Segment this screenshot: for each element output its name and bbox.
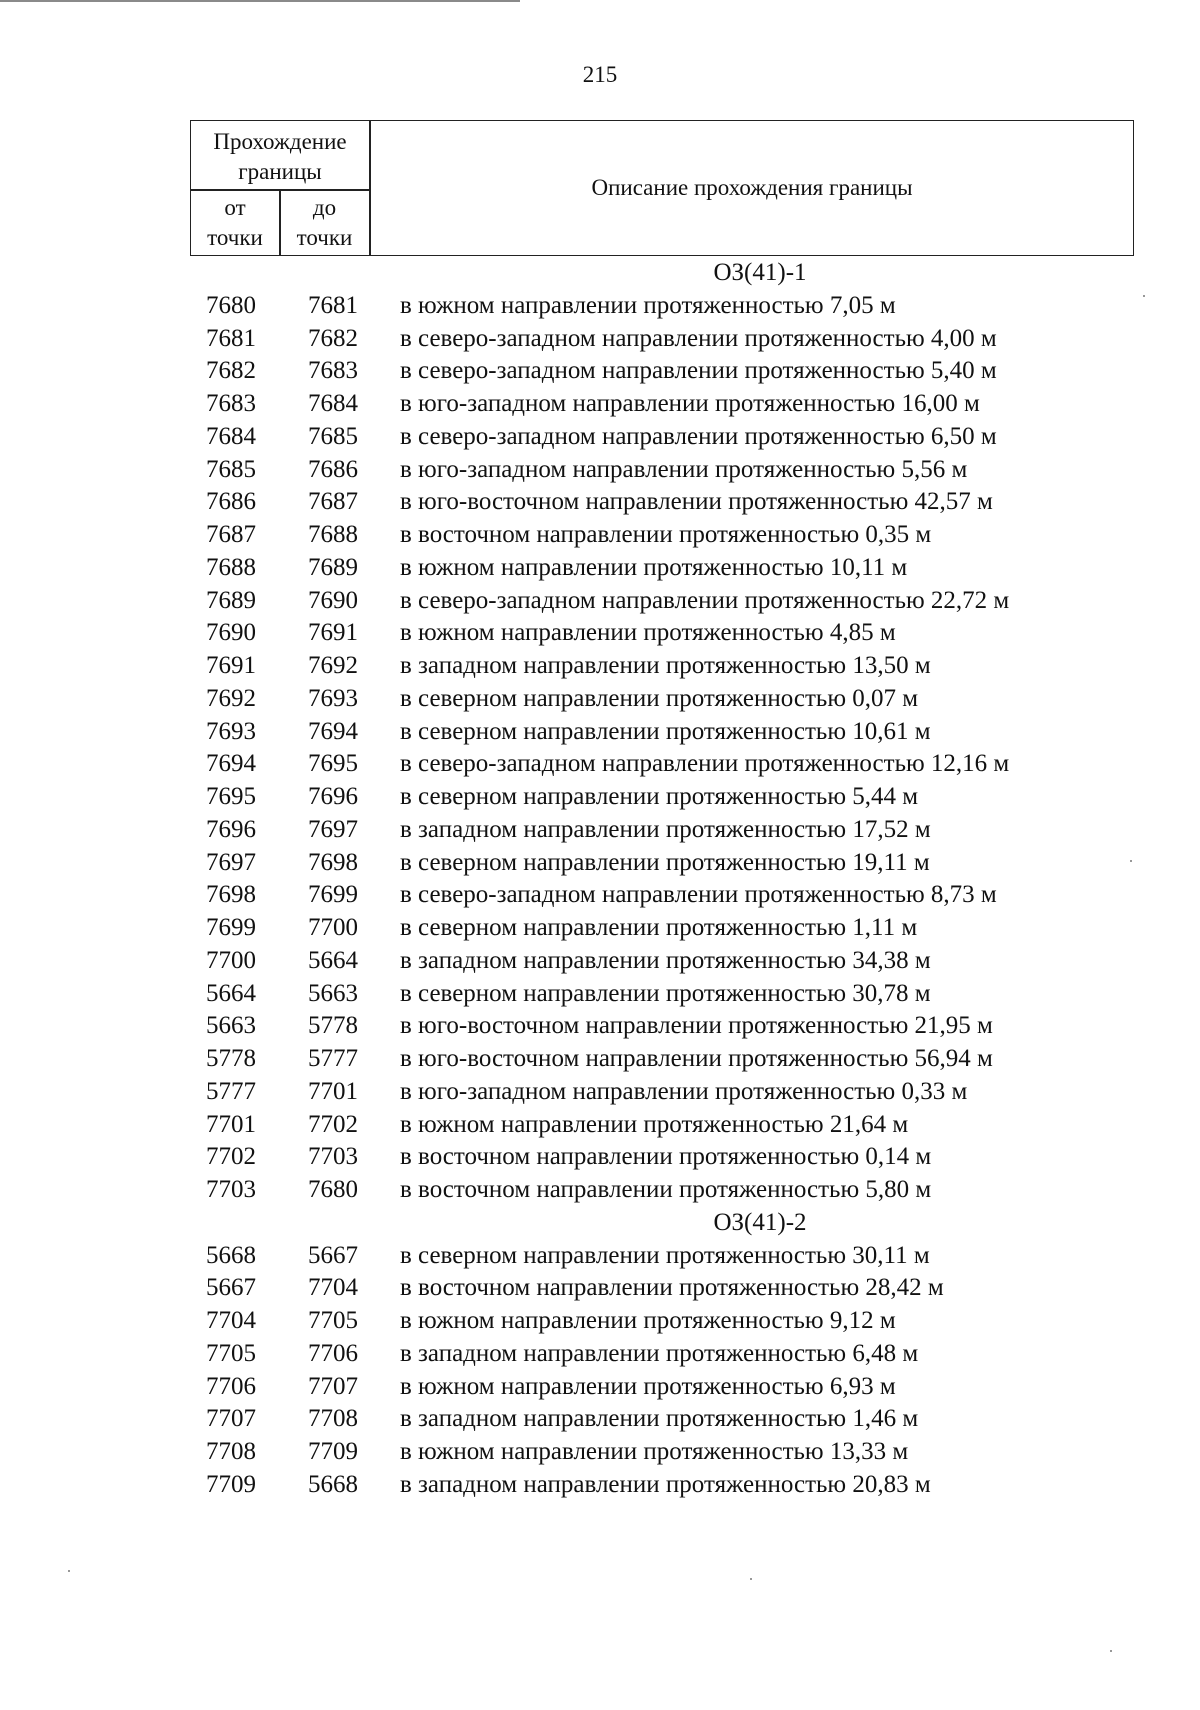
header-to-line1: до	[312, 195, 337, 220]
boundary-description: в юго-западном направлении протяженностью 5,56 м	[400, 455, 968, 483]
point-from: 7709	[206, 1470, 256, 1498]
boundary-description: в северо-западном направлении протяженностью 22,72 м	[400, 586, 1010, 614]
boundary-description: в западном направлении протяженностью 17,52 м	[400, 815, 931, 843]
point-to: 7699	[308, 881, 358, 909]
table-row	[0, 978, 1200, 1010]
point-to: 7683	[308, 357, 358, 385]
table-row	[0, 323, 1200, 355]
point-to: 7701	[308, 1077, 358, 1105]
point-to: 7688	[308, 521, 358, 548]
boundary-description: в северо-западном направлении протяженностью 6,50 м	[400, 422, 997, 450]
table-header	[190, 120, 1134, 256]
boundary-description: в юго-восточном направлении протяженностью 21,95 м	[400, 1012, 993, 1040]
boundary-description: в южном направлении протяженностью 4,85 м	[400, 619, 896, 647]
boundary-description: в южном направлении протяженностью 6,93 м	[400, 1372, 896, 1400]
point-to: 7680	[308, 1176, 358, 1203]
boundary-description: в восточном направлении протяженностью 5,80 м	[400, 1176, 932, 1203]
point-to: 7706	[308, 1339, 358, 1367]
boundary-description: в южном направлении протяженностью 7,05 м	[400, 291, 896, 319]
table-row	[0, 1305, 1200, 1337]
boundary-description: в северном направлении протяженностью 10,61 м	[400, 717, 931, 745]
table-row	[0, 716, 1200, 748]
point-from: 7707	[206, 1405, 256, 1433]
point-from: 7696	[206, 815, 256, 843]
point-to: 7708	[308, 1405, 358, 1433]
boundary-description: в восточном направлении протяженностью 0,14 м	[400, 1143, 932, 1171]
table-row	[0, 1338, 1200, 1370]
point-to: 7700	[308, 914, 358, 941]
table-row	[0, 1403, 1200, 1435]
point-from: 7695	[206, 783, 256, 810]
header-passage-line2: границы	[238, 159, 322, 184]
point-from: 7699	[206, 914, 256, 941]
point-from: 7697	[206, 848, 256, 876]
point-from: 7692	[206, 684, 256, 712]
point-from: 7688	[206, 553, 256, 581]
point-to: 7705	[308, 1307, 358, 1334]
point-to: 7690	[308, 586, 358, 614]
point-to: 7702	[308, 1110, 358, 1138]
point-from: 7700	[206, 946, 256, 974]
point-to: 5668	[308, 1470, 358, 1498]
table-row	[0, 388, 1200, 420]
table-row	[0, 1272, 1200, 1304]
point-to: 7681	[308, 291, 358, 319]
table-row	[0, 748, 1200, 780]
scan-edge-line	[0, 0, 520, 2]
boundary-description: в северном направлении протяженностью 30,11 м	[400, 1241, 930, 1269]
table-row	[0, 519, 1200, 551]
boundary-description: в восточном направлении протяженностью 0,35 м	[400, 521, 932, 548]
table-row	[0, 421, 1200, 453]
point-from: 7702	[206, 1143, 256, 1171]
table-row	[0, 912, 1200, 944]
point-from: 5664	[206, 979, 256, 1007]
point-from: 5663	[206, 1012, 256, 1040]
point-from: 7685	[206, 455, 256, 483]
table-row	[0, 1371, 1200, 1403]
point-to: 5667	[308, 1241, 358, 1269]
point-from: 5777	[206, 1077, 256, 1105]
boundary-description: в южном направлении протяженностью 13,33 м	[400, 1438, 909, 1465]
point-from: 7703	[206, 1176, 256, 1203]
table-row	[0, 1109, 1200, 1141]
point-to: 7693	[308, 684, 358, 712]
point-from: 7693	[206, 717, 256, 745]
boundary-description: в северном направлении протяженностью 19,11 м	[400, 848, 930, 876]
table-row	[0, 945, 1200, 977]
point-from: 7689	[206, 586, 256, 614]
point-to: 7684	[308, 390, 358, 417]
page-number: 215	[582, 62, 618, 87]
point-from: 7681	[206, 324, 256, 352]
point-to: 7709	[308, 1438, 358, 1465]
point-from: 7691	[206, 652, 256, 679]
table-row	[0, 879, 1200, 911]
point-from: 5667	[206, 1274, 256, 1302]
boundary-description: в северо-западном направлении протяженностью 5,40 м	[400, 357, 997, 385]
boundary-description: в юго-восточном направлении протяженностью 42,57 м	[400, 488, 993, 516]
point-from: 7705	[206, 1339, 256, 1367]
point-to: 7682	[308, 324, 358, 352]
point-from: 7694	[206, 750, 256, 778]
point-from: 7701	[206, 1110, 256, 1138]
point-from: 7690	[206, 619, 256, 647]
boundary-description: в северо-западном направлении протяженностью 12,16 м	[400, 750, 1010, 778]
section-title: ОЗ(41)-2	[713, 1208, 807, 1236]
scan-speck	[68, 1570, 70, 1572]
table-row	[0, 847, 1200, 879]
header-description: Описание прохождения границы	[591, 175, 913, 200]
table-row	[0, 814, 1200, 846]
boundary-description: в южном направлении протяженностью 21,64 м	[400, 1110, 909, 1138]
boundary-description: в северном направлении протяженностью 1,11 м	[400, 914, 918, 941]
point-to: 7692	[308, 652, 358, 679]
section-title: ОЗ(41)-1	[713, 259, 807, 286]
boundary-description: в северо-западном направлении протяженностью 4,00 м	[400, 324, 997, 352]
point-to: 7707	[308, 1372, 358, 1400]
scan-speck	[1110, 1650, 1112, 1652]
point-to: 5778	[308, 1012, 358, 1040]
point-to: 7704	[308, 1274, 358, 1302]
boundary-description: в северо-западном направлении протяженностью 8,73 м	[400, 881, 997, 909]
point-to: 7687	[308, 488, 358, 516]
boundary-description: в северном направлении протяженностью 0,07 м	[400, 684, 919, 712]
point-from: 7683	[206, 390, 256, 417]
table-row	[0, 1076, 1200, 1108]
point-from: 5778	[206, 1045, 256, 1072]
boundary-description: в южном направлении протяженностью 9,12 м	[400, 1307, 896, 1334]
point-to: 5664	[308, 946, 358, 974]
point-to: 7689	[308, 553, 358, 581]
point-from: 7686	[206, 488, 256, 516]
table-row	[0, 1010, 1200, 1042]
boundary-description: в западном направлении протяженностью 1,46 м	[400, 1405, 919, 1433]
point-to: 7695	[308, 750, 358, 778]
point-to: 5777	[308, 1045, 358, 1072]
point-from: 5668	[206, 1241, 256, 1269]
point-to: 7691	[308, 619, 358, 647]
table-row	[0, 585, 1200, 617]
table-row	[0, 1436, 1200, 1468]
point-to: 7686	[308, 455, 358, 483]
boundary-description: в западном направлении протяженностью 13,50 м	[400, 652, 931, 679]
point-from: 7706	[206, 1372, 256, 1400]
boundary-description: в северном направлении протяженностью 5,44 м	[400, 783, 919, 810]
boundary-description: в северном направлении протяженностью 30,78 м	[400, 979, 931, 1007]
table-row	[0, 781, 1200, 813]
header-passage-line1: Прохождение	[213, 129, 347, 154]
point-to: 7697	[308, 815, 358, 843]
table-row	[0, 1043, 1200, 1075]
table-row	[0, 290, 1200, 322]
point-from: 7682	[206, 357, 256, 385]
boundary-description: в юго-западном направлении протяженностью 0,33 м	[400, 1077, 968, 1105]
point-to: 7696	[308, 783, 358, 810]
point-from: 7704	[206, 1307, 256, 1334]
scan-speck	[1130, 860, 1132, 862]
table-row	[0, 650, 1200, 682]
boundary-description: в западном направлении протяженностью 34,38 м	[400, 946, 931, 974]
table-row	[0, 683, 1200, 715]
table-row	[0, 1141, 1200, 1173]
boundary-description: в юго-западном направлении протяженностью 16,00 м	[400, 390, 980, 417]
table-row	[0, 552, 1200, 584]
point-from: 7698	[206, 881, 256, 909]
table-row	[0, 454, 1200, 486]
point-to: 7703	[308, 1143, 358, 1171]
point-to: 7698	[308, 848, 358, 876]
point-from: 7708	[206, 1438, 256, 1465]
table-row	[0, 355, 1200, 387]
table-row	[0, 617, 1200, 649]
header-to-line2: точки	[296, 225, 353, 250]
scan-speck	[750, 1578, 752, 1580]
scan-speck	[1143, 295, 1145, 297]
boundary-description: в юго-восточном направлении протяженностью 56,94 м	[400, 1045, 993, 1072]
boundary-description: в восточном направлении протяженностью 28,42 м	[400, 1274, 944, 1302]
boundary-description: в западном направлении протяженностью 6,48 м	[400, 1339, 919, 1367]
header-from-line1: от	[224, 195, 246, 220]
point-from: 7680	[206, 291, 256, 319]
boundary-description: в западном направлении протяженностью 20,83 м	[400, 1470, 931, 1498]
point-to: 7685	[308, 422, 358, 450]
boundary-description: в южном направлении протяженностью 10,11 м	[400, 553, 908, 581]
table-row	[0, 1174, 1200, 1206]
table-row	[0, 1240, 1200, 1272]
table-row	[0, 486, 1200, 518]
point-from: 7684	[206, 422, 256, 450]
point-from: 7687	[206, 521, 256, 548]
header-from-line2: точки	[207, 225, 263, 250]
point-to: 7694	[308, 717, 358, 745]
point-to: 5663	[308, 979, 358, 1007]
table-row	[0, 1469, 1200, 1501]
